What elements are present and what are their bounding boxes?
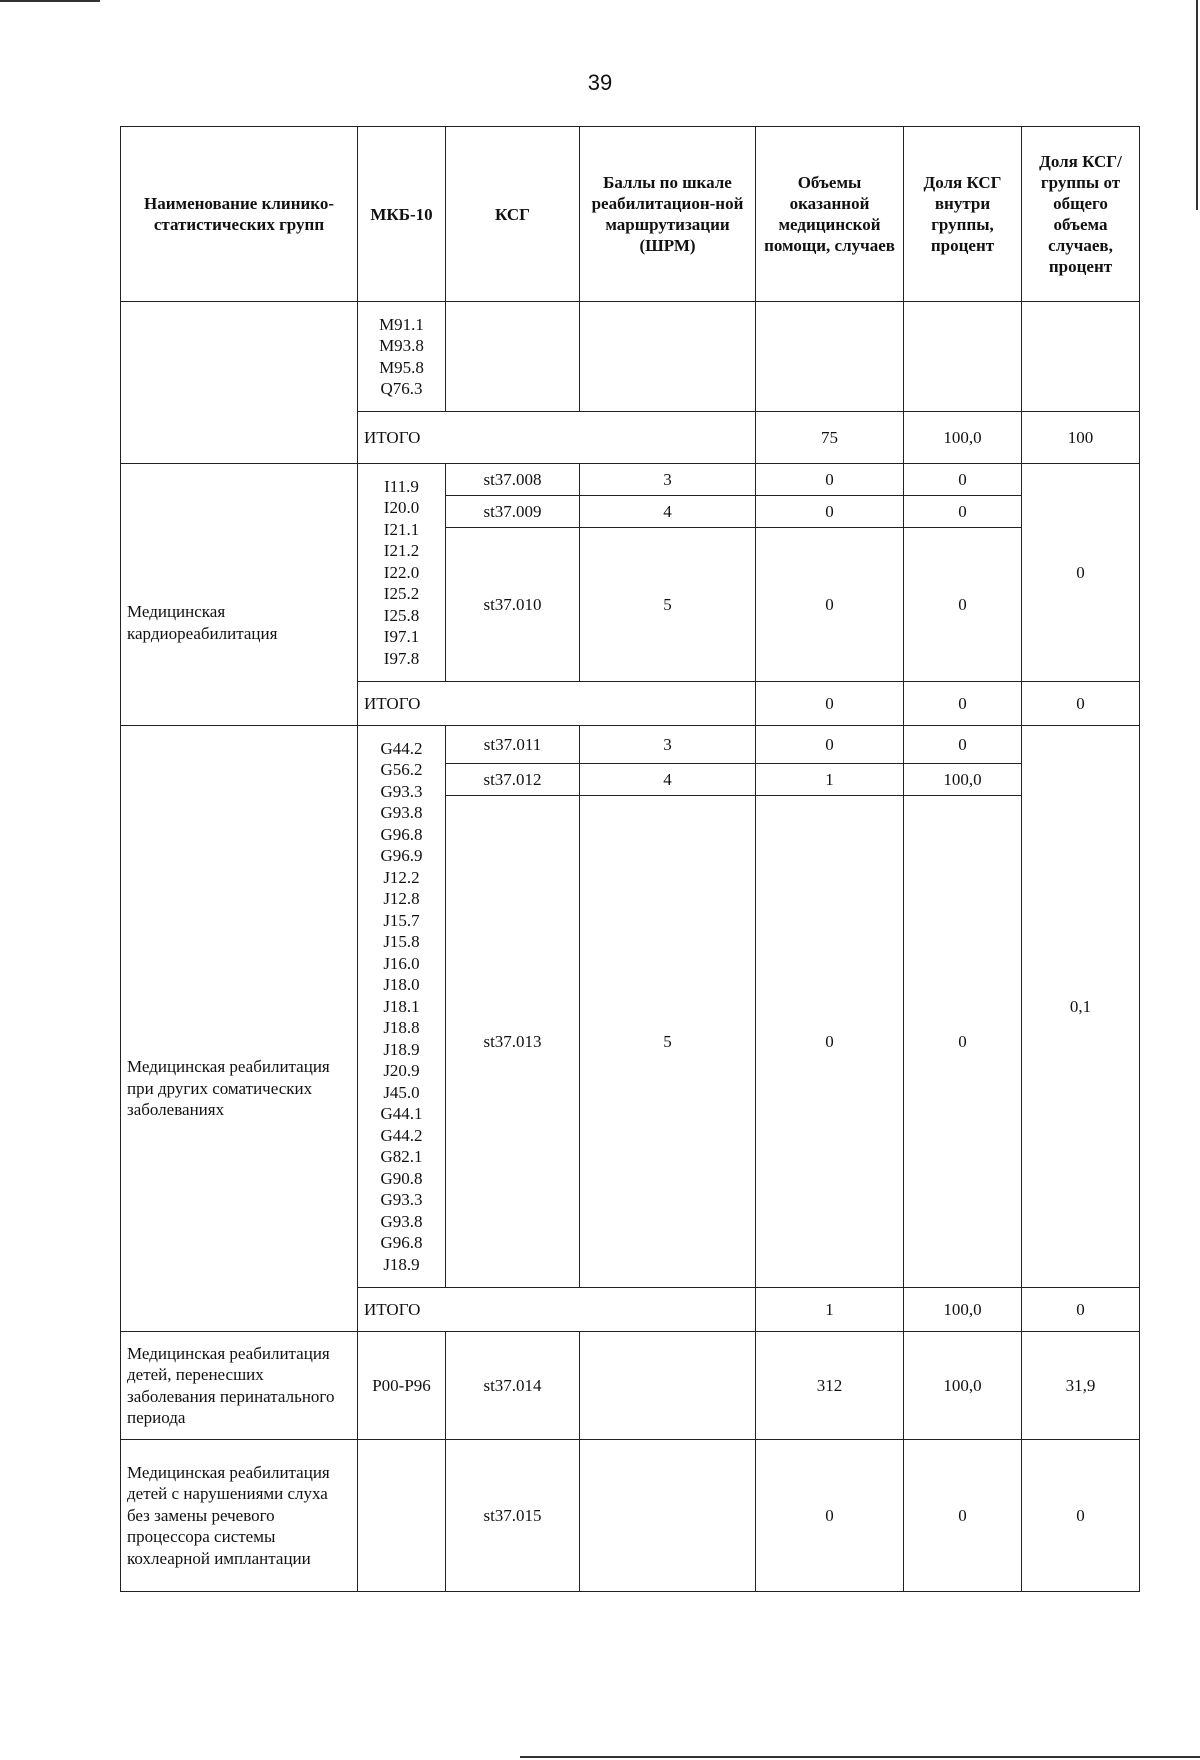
share-total-value: 0 bbox=[1022, 1440, 1140, 1592]
share-total-value: 0 bbox=[1022, 464, 1140, 682]
volume-value: 0 bbox=[756, 528, 904, 682]
scan-edge-right bbox=[1196, 0, 1198, 210]
ksg-code: st37.013 bbox=[446, 796, 580, 1288]
shrm-score: 5 bbox=[580, 528, 756, 682]
share-in-group-value: 0 bbox=[904, 1440, 1022, 1592]
scan-edge-bottom bbox=[520, 1756, 1200, 1758]
group-name-cell bbox=[121, 302, 358, 464]
page-number: 39 bbox=[587, 70, 613, 95]
share-in-group-value: 100,0 bbox=[904, 764, 1022, 796]
ksg-code: st37.011 bbox=[446, 726, 580, 764]
total-volume: 0 bbox=[756, 682, 904, 726]
volume-value: 0 bbox=[756, 464, 904, 496]
total-share-in-group: 100,0 bbox=[904, 1288, 1022, 1332]
table-row bbox=[121, 1440, 1140, 1592]
volume-value: 0 bbox=[756, 496, 904, 528]
ksg-code: st37.015 bbox=[446, 1440, 580, 1592]
table-row bbox=[121, 464, 1140, 496]
header-ksg: КСГ bbox=[446, 127, 580, 302]
share-in-group-value: 100,0 bbox=[904, 1332, 1022, 1440]
mkb-codes-somatic: G44.2 G56.2 G93.3 G93.8 G96.8 G96.9 J12.2 J12.8 J15.7 J15.8 J16.0 J18.0 J18.1 J18.8 J18.9 J20.9 J45.0 G44.1 G44.2 G82.1 G90.8 G93.3 G93.8 G96.8 J18.9 bbox=[358, 726, 446, 1288]
total-share-total: 0 bbox=[1022, 682, 1140, 726]
header-shrm: Баллы по шкале реабилитацион-ной маршрутизации (ШРМ) bbox=[580, 127, 756, 302]
share-in-group-value: 0 bbox=[904, 496, 1022, 528]
total-label: ИТОГО bbox=[358, 1288, 756, 1332]
volume-value: 0 bbox=[756, 726, 904, 764]
mkb-codes-perinatal: P00-P96 bbox=[358, 1332, 446, 1440]
ksg-code: st37.010 bbox=[446, 528, 580, 682]
shrm-score: 4 bbox=[580, 496, 756, 528]
shrm-score bbox=[580, 1332, 756, 1440]
total-share-in-group: 100,0 bbox=[904, 412, 1022, 464]
shrm-score: 3 bbox=[580, 726, 756, 764]
ksg-code: st37.014 bbox=[446, 1332, 580, 1440]
header-group-name: Наименование клинико-статистических групп bbox=[121, 127, 358, 302]
header-share-total: Доля КСГ/ группы от общего объема случаев, процент bbox=[1022, 127, 1140, 302]
table-row bbox=[121, 302, 1140, 412]
group-name-perinatal: Медицинская реабилитация детей, перенесших заболевания перинатального периода bbox=[121, 1332, 358, 1440]
ksg-code: st37.009 bbox=[446, 496, 580, 528]
mkb-codes-hearing bbox=[358, 1440, 446, 1592]
header-mkb: МКБ-10 bbox=[358, 127, 446, 302]
shrm-score: 5 bbox=[580, 796, 756, 1288]
share-in-group-value: 0 bbox=[904, 528, 1022, 682]
group-name-cardio: Медицинская кардиореабилитация bbox=[121, 464, 358, 726]
total-share-total: 0 bbox=[1022, 1288, 1140, 1332]
scan-edge-top bbox=[0, 0, 100, 2]
ksg-table bbox=[120, 126, 1140, 1592]
volume-value: 1 bbox=[756, 764, 904, 796]
total-volume: 1 bbox=[756, 1288, 904, 1332]
ksg-code: st37.012 bbox=[446, 764, 580, 796]
group-name-somatic: Медицинская реабилитация при других соматических заболеваниях bbox=[121, 726, 358, 1332]
mkb-codes-cardio: I11.9 I20.0 I21.1 I21.2 I22.0 I25.2 I25.8 I97.1 I97.8 bbox=[358, 464, 446, 682]
total-label: ИТОГО bbox=[358, 412, 756, 464]
share-total-value: 31,9 bbox=[1022, 1332, 1140, 1440]
ksg-code: st37.008 bbox=[446, 464, 580, 496]
share-in-group-value: 0 bbox=[904, 464, 1022, 496]
share-total-value: 0,1 bbox=[1022, 726, 1140, 1288]
group-name-hearing: Медицинская реабилитация детей с нарушениями слуха без замены речевого процессора системы кохлеарной имплантации bbox=[121, 1440, 358, 1592]
shrm-score bbox=[580, 1440, 756, 1592]
volume-value: 312 bbox=[756, 1332, 904, 1440]
total-label: ИТОГО bbox=[358, 682, 756, 726]
shrm-score: 3 bbox=[580, 464, 756, 496]
table-header-row bbox=[121, 127, 1140, 302]
mkb-codes: M91.1 M93.8 M95.8 Q76.3 bbox=[358, 302, 446, 412]
share-in-group-value: 0 bbox=[904, 796, 1022, 1288]
total-volume: 75 bbox=[756, 412, 904, 464]
volume-value: 0 bbox=[756, 1440, 904, 1592]
total-share-total: 100 bbox=[1022, 412, 1140, 464]
table-row bbox=[121, 1332, 1140, 1440]
table-row bbox=[121, 726, 1140, 764]
shrm-score: 4 bbox=[580, 764, 756, 796]
volume-value: 0 bbox=[756, 796, 904, 1288]
share-in-group-value: 0 bbox=[904, 726, 1022, 764]
header-volume: Объемы оказанной медицинской помощи, случаев bbox=[756, 127, 904, 302]
total-share-in-group: 0 bbox=[904, 682, 1022, 726]
header-share-in-group: Доля КСГ внутри группы, процент bbox=[904, 127, 1022, 302]
